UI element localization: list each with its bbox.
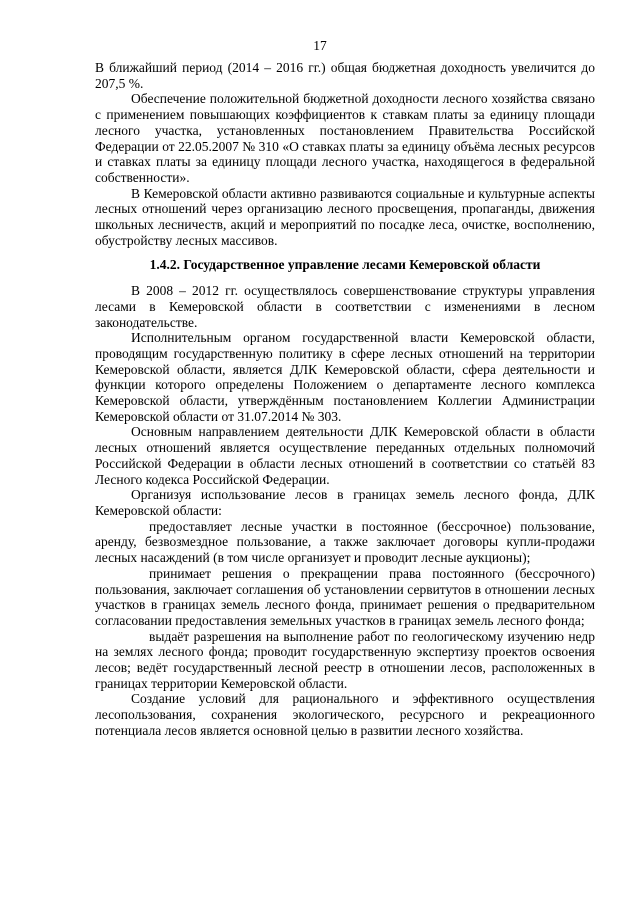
paragraph: Обеспечение положительной бюджетной доходности лесного хозяйства связано с применением повышающих коэффициентов к ставкам платы за единицу площади лесного участка, установленных постановлением Правительства Российской Федерации от 22.05.2007 № 310 «О ставках платы за единицу объёма лесных ресурсов и ставках платы за единицу площади лесного участка, находящегося в федеральной собственности». bbox=[95, 91, 595, 185]
list-item: предоставляет лесные участки в постоянное (бессрочное) пользование, аренду, безвозмездное пользование, а также заключает договоры купли-продажи лесных насаждений (в том числе организует и проводит лесные аукционы); bbox=[95, 518, 595, 566]
paragraph: Основным направлением деятельности ДЛК Кемеровской области в области лесных отношений является осуществление переданных отдельных полномочий Российской Федерации в области лесных отношений в соответствии со статьёй 83 Лесного кодекса Российской Федерации. bbox=[95, 424, 595, 487]
paragraph: Организуя использование лесов в границах земель лесного фонда, ДЛК Кемеровской области: bbox=[95, 487, 595, 518]
section-heading: 1.4.2. Государственное управление лесами Кемеровской области bbox=[149, 257, 541, 273]
paragraph: В 2008 – 2012 гг. осуществлялось совершенствование структуры управления лесами в Кемеровской области в соответствии с изменениями в лесном законодательстве. bbox=[95, 283, 595, 330]
list-item: выдаёт разрешения на выполнение работ по геологическому изучению недр на землях лесного фонда; проводит государственную экспертизу проектов освоения лесов; ведёт государственный лесной реестр в отношении лесов, расположенных в границах территории Кемеровской области. bbox=[95, 628, 595, 691]
list-item: принимает решения о прекращении права постоянного (бессрочного) пользования, заключает соглашения об установлении сервитутов в отношении лесных участков в границах земель лесного фонда, принимает решения о предварительном согласовании предоставления земельных участков в границах земель лесного фонда; bbox=[95, 565, 595, 628]
document-body bbox=[95, 60, 595, 739]
paragraph: В ближайший период (2014 – 2016 гг.) общая бюджетная доходность увеличится до 207,5 %. bbox=[95, 60, 595, 91]
paragraph: Исполнительным органом государственной власти Кемеровской области, проводящим государственную политику в сфере лесных отношений на территории Кемеровской области, является ДЛК Кемеровской области, сфера деятельности и функции которого определены Положением о департаменте лесного комплекса Кемеровской области, утверждённым постановлением Коллегии Администрации Кемеровской области от 31.07.2014 № 303. bbox=[95, 330, 595, 424]
paragraph: В Кемеровской области активно развиваются социальные и культурные аспекты лесных отношений через организацию лесного просвещения, пропаганды, движения школьных лесничеств, акций и мероприятий по посадке леса, очистке, восполнению, обустройству лесных массивов. bbox=[95, 185, 595, 248]
page-number: 17 bbox=[313, 38, 327, 53]
closing-paragraph: Создание условий для рационального и эффективного осуществления лесопользования, сохранения экологического, ресурсного и рекреационного потенциала лесов является основной целью в развитии лесного хозяйства. bbox=[95, 691, 595, 738]
